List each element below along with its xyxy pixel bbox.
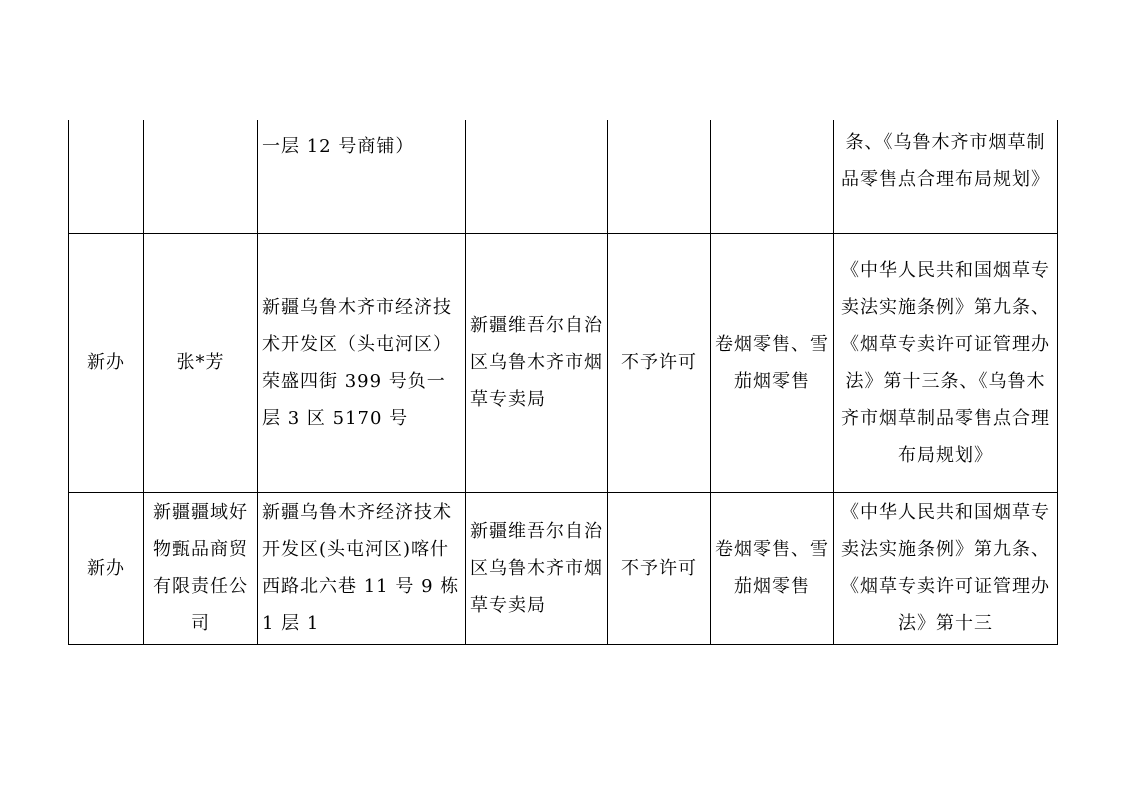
cell-scope xyxy=(711,492,834,644)
cell-basis xyxy=(834,120,1058,233)
cell-address xyxy=(258,492,466,644)
cell-basis xyxy=(834,492,1058,644)
cell-address-text: 新疆乌鲁木齐经济技术开发区(头屯河区)喀什西路北六巷 11 号 9 栋 1 层 1 xyxy=(262,502,460,634)
cell-decision xyxy=(608,120,711,233)
table-row xyxy=(69,233,1058,492)
table-row xyxy=(69,120,1058,233)
cell-type xyxy=(69,120,144,233)
cell-basis xyxy=(834,233,1058,492)
cell-scope xyxy=(711,233,834,492)
cell-name xyxy=(144,492,258,644)
cell-authority xyxy=(466,233,608,492)
cell-scope-text: 卷烟零售、雪茄烟零售 xyxy=(715,333,829,392)
cell-name xyxy=(144,120,258,233)
cell-scope-text: 卷烟零售、雪茄烟零售 xyxy=(715,539,829,597)
cell-authority xyxy=(466,492,608,644)
cell-scope xyxy=(711,120,834,233)
cell-authority-text: 新疆维吾尔自治区乌鲁木齐市烟草专卖局 xyxy=(470,315,603,410)
cell-decision: 不予许可 xyxy=(608,492,711,644)
cell-address-text: 一层 12 号商铺） xyxy=(262,136,415,157)
cell-type: 新办 xyxy=(69,233,144,492)
cell-address xyxy=(258,233,466,492)
cell-type: 新办 xyxy=(69,492,144,644)
cell-basis-text: 《中华人民共和国烟草专卖法实施条例》第九条、《烟草专卖许可证管理办法》第十三 xyxy=(841,502,1050,634)
table-row xyxy=(69,492,1058,644)
cell-authority xyxy=(466,120,608,233)
cell-authority-text: 新疆维吾尔自治区乌鲁木齐市烟草专卖局 xyxy=(470,520,603,616)
cell-address-text: 新疆乌鲁木齐市经济技术开发区（头屯河区）荣盛四街 399 号负一层 3 区 5170 号 xyxy=(262,296,452,429)
cell-basis-text: 《中华人民共和国烟草专卖法实施条例》第九条、《烟草专卖许可证管理办法》第十三条、《乌鲁木齐市烟草制品零售点合理布局规划》 xyxy=(841,259,1050,466)
cell-name: 张*芳 xyxy=(144,233,258,492)
permit-decision-table xyxy=(68,120,1058,645)
cell-basis-text: 条、《乌鲁木齐市烟草制品零售点合理布局规划》 xyxy=(841,132,1050,190)
cell-address xyxy=(258,120,466,233)
cell-name-text: 新疆疆域好物甄品商贸有限责任公司 xyxy=(153,502,248,634)
cell-decision: 不予许可 xyxy=(608,233,711,492)
